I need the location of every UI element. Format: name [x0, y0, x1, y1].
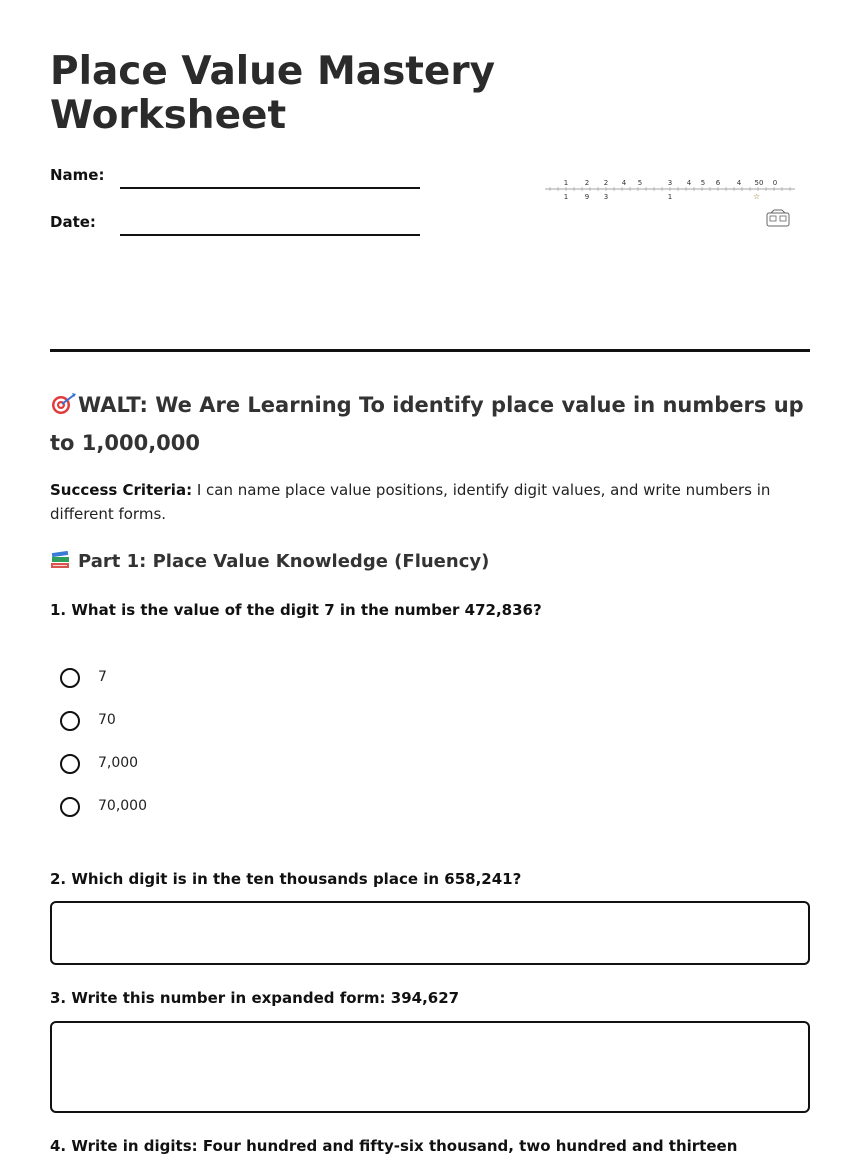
name-label: Name:	[50, 166, 105, 184]
number-line-bottom-label: 1	[667, 193, 673, 201]
date-field-row	[50, 213, 420, 239]
q3-answer-box[interactable]	[50, 1021, 810, 1113]
worksheet-title: Place Value Mastery Worksheet	[50, 49, 496, 138]
number-line-top-label: 50	[754, 179, 764, 187]
q1-option-4[interactable]	[60, 796, 360, 822]
number-line-bottom-label: 1	[563, 193, 569, 201]
number-line-illustration	[540, 170, 800, 240]
number-line-bottom-labels	[564, 193, 672, 201]
q1-option-3[interactable]	[60, 753, 360, 779]
books-icon	[50, 550, 72, 570]
date-input-line[interactable]	[120, 234, 420, 236]
q1-option-4-label: 70,000	[98, 798, 147, 814]
success-criteria-text: I can name place value positions, identify digit values, and write numbers in different forms.	[50, 481, 771, 523]
star-icon: ☆	[753, 192, 761, 201]
walt-text: WALT: We Are Learning To identify place value in numbers up to 1,000,000	[50, 393, 804, 455]
number-line-top-label: 0	[772, 179, 778, 187]
part1-heading-text: Part 1: Place Value Knowledge (Fluency)	[78, 551, 490, 572]
question-4: 4. Write in digits: Four hundred and fifty-six thousand, two hundred and thirteen	[50, 1137, 738, 1155]
q1-option-1-label: 7	[98, 669, 107, 685]
header-divider	[50, 349, 810, 352]
success-criteria-label: Success Criteria:	[50, 481, 193, 499]
number-line-top-label: 3	[667, 179, 673, 187]
question-2: 2. Which digit is in the ten thousands place in 658,241?	[50, 870, 522, 888]
car-icon	[767, 210, 789, 226]
walt-heading	[50, 386, 810, 462]
q1-option-3-label: 7,000	[98, 755, 139, 771]
name-field-row	[50, 166, 420, 192]
radio-button[interactable]	[60, 754, 80, 774]
part1-heading	[50, 548, 489, 576]
q1-option-2-label: 70	[98, 712, 116, 728]
success-criteria	[50, 478, 810, 526]
number-line-top-label: 4	[621, 179, 627, 187]
q2-answer-box[interactable]	[50, 901, 810, 965]
date-label: Date:	[50, 213, 96, 231]
number-line-top-label: 5	[700, 179, 706, 187]
number-line-top-label: 4	[736, 179, 742, 187]
number-line-top-labels	[564, 179, 777, 187]
number-line-top-label: 4	[686, 179, 692, 187]
number-line-top-label: 2	[603, 179, 609, 187]
name-input-line[interactable]	[120, 187, 420, 189]
radio-button[interactable]	[60, 711, 80, 731]
radio-button[interactable]	[60, 797, 80, 817]
number-line-top-label: 2	[584, 179, 590, 187]
radio-button[interactable]	[60, 668, 80, 688]
question-3: 3. Write this number in expanded form: 394,627	[50, 989, 460, 1007]
q1-option-2[interactable]	[60, 710, 360, 736]
number-line-top-label: 6	[715, 179, 721, 187]
number-line-bottom-label: 9	[584, 193, 590, 201]
number-line-bottom-label: 3	[603, 193, 609, 201]
target-icon	[50, 389, 78, 411]
q1-option-1[interactable]	[60, 667, 360, 693]
question-1: 1. What is the value of the digit 7 in the number 472,836?	[50, 601, 542, 619]
number-line-top-label: 1	[563, 179, 569, 187]
number-line-top-label: 5	[637, 179, 643, 187]
